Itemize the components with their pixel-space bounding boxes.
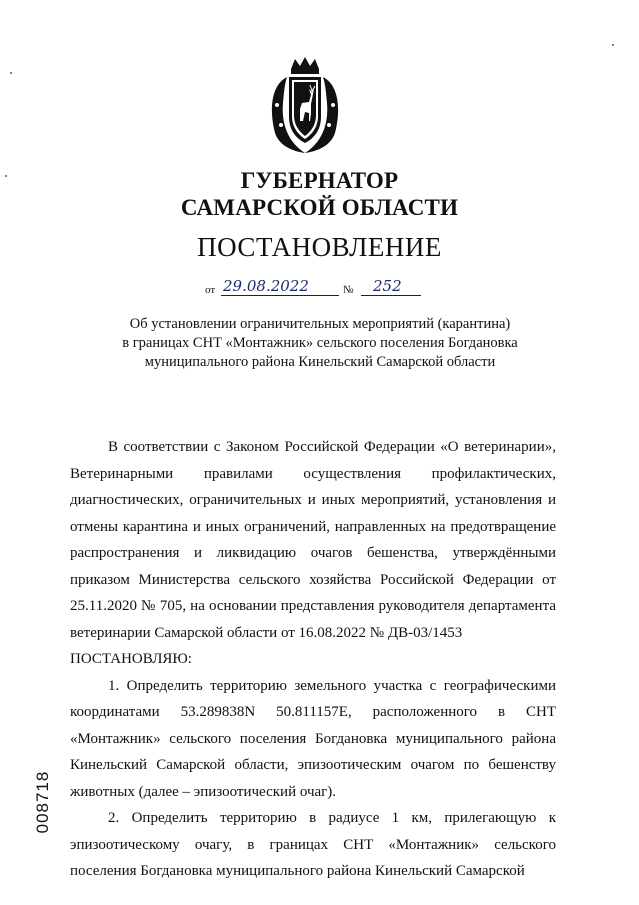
number-underline [361, 295, 421, 296]
item-2-paragraph: 2. Определить территорию в радиусе 1 км, прилегающую к эпизоотическому очагу, в границах СНТ «Монтажник» сельского поселения Богдановка муниципального района Кинельский Самарской [70, 810, 556, 879]
issuer-title: ГУБЕРНАТОР [240, 168, 399, 193]
decree-heading: ПОСТАНОВЛЯЮ: [70, 651, 192, 667]
date-underline [221, 295, 339, 296]
date-value: 29.08.2022 [223, 277, 309, 295]
preamble-paragraph: В соответствии с Законом Российской Федерации «О ветеринарии», Ветеринарными правилами осуществления профилактических, диагностических, ограничительных и иных мероприятий, установления и отмены карантина и иных ограничений, направленных на предотвращение распространения и ликвидацию очагов бешенства, утверждёнными приказом Министерства сельского хозяйства Российской Федерации от 25.11.2020 № 705, на основании представления руководителя департамента ветеринарии Самарской области от 16.08.2022 № ДВ-03/1453 [70, 439, 556, 641]
document-meta [205, 277, 435, 299]
document-body [70, 434, 556, 885]
subject-line: муниципального района Кинельский Самарской области [144, 354, 496, 370]
document-subject [60, 315, 580, 372]
margin-stamp [12, 768, 72, 838]
subject-line: в границах СНТ «Монтажник» сельского поселения Богдановка [122, 335, 518, 351]
item-1-paragraph: 1. Определить территорию земельного участка с географическими координатами 53.289838N 50.811157E, расположенного в СНТ «Монтажник» сельского поселения Богдановка муниципального района Кинельский Самарской области, эпизоотическим очагом по бешенству животных (далее – эпизоотический очаг). [70, 677, 556, 800]
scan-speck [10, 72, 12, 74]
issuer-region: САМАРСКОЙ ОБЛАСТИ [180, 195, 459, 220]
document-type: ПОСТАНОВЛЕНИЕ [197, 232, 442, 262]
margin-stamp-number: 008718 [33, 770, 52, 834]
date-label: от [205, 284, 216, 296]
number-value: 252 [373, 277, 402, 295]
scan-speck [612, 44, 614, 46]
number-label: № [343, 284, 354, 296]
samara-oblast-coat-of-arms-icon [265, 55, 345, 155]
subject-line: Об установлении ограничительных мероприятий (карантина) [129, 316, 511, 332]
